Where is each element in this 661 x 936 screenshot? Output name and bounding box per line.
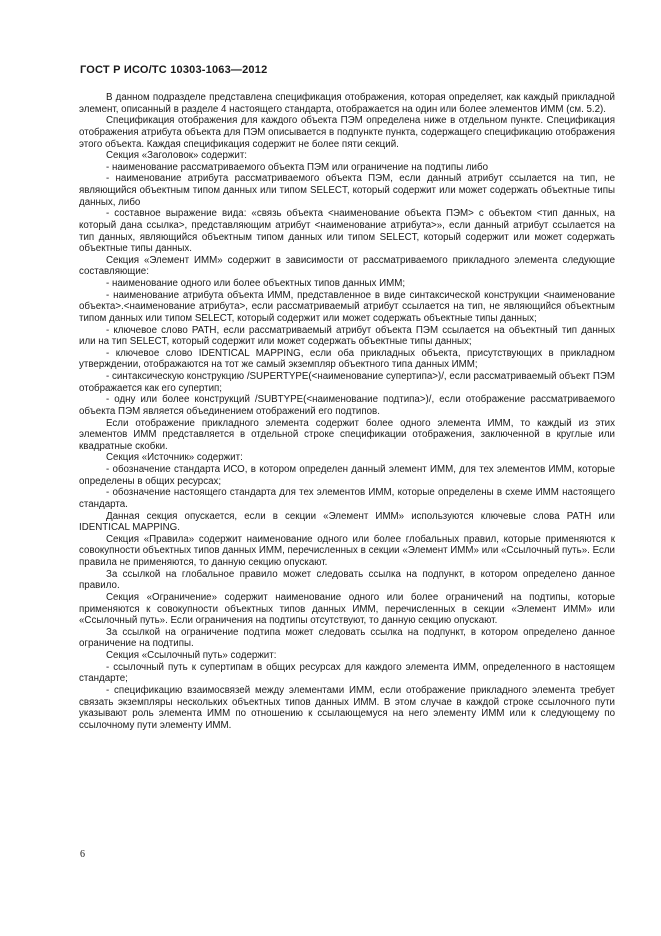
paragraph: Секция «Заголовок» содержит: (106, 150, 248, 162)
paragraph: Секция «Элемент ИММ» содержит в зависимости от рассматриваемого прикладного элемента следующие составляющие: (79, 254, 615, 278)
paragraph: Секция «Правила» содержит наименование одного или более глобальных правил, которые применяются к совокупности объектных типов данных ИММ, перечисленных в секции «Элемент ИММ» или «Ссылочный путь». Если правила не применяются, то данную секцию опускают. (79, 533, 615, 568)
list-item: - обозначение настоящего стандарта для тех элементов ИММ, которые определены в схеме ИММ настоящего стандарта. (79, 487, 615, 510)
page-number: 6 (80, 849, 85, 860)
list-item: - ключевое слово PATH, если рассматриваемый атрибут объекта ПЭМ ссылается на объектный тип данных или на тип SELECT, который содержит или может содержать объектные типы данных; (79, 324, 615, 348)
list-item: - ссылочный путь к супертипам в общих ресурсах для каждого элемента ИММ, определенного в настоящем стандарте; (79, 661, 615, 685)
list-item: - ключевое слово IDENTICAL MAPPING, если оба прикладных объекта, присутствующих в прикладном утверждении, отображаются на тот же самый экземпляр объектного типа данных ИММ; (79, 347, 615, 371)
list-item: - одну или более конструкций /SUBTYPE(<наименование подтипа>)/, если отображение рассматриваемого объекта ПЭМ является объединением отображений его подтипов. (79, 394, 615, 417)
paragraph: Если отображение прикладного элемента содержит более одного элемента ИММ, то каждый из этих элементов ИММ представляется в отдельной строке спецификации отображения, заключенной в круглые или квадратные скобки. (79, 417, 615, 452)
list-item: - наименование атрибута рассматриваемого объекта ПЭМ, если данный атрибут ссылается на тип, не являющийся объектным типом данных или типом SELECT, который содержит или может содержать объектные типы данных, либо (79, 173, 615, 208)
list-item: - наименование рассматриваемого объекта ПЭМ или ограничение на подтипы либо (106, 161, 489, 173)
page-header: ГОСТ Р ИСО/ТС 10303-1063—2012 (80, 64, 268, 76)
list-item: - синтаксическую конструкцию /SUPERTYPE(<наименование супертипа>)/, если рассматриваемый объект ПЭМ отображается как его супертип; (79, 371, 615, 394)
paragraph: Секция «Ограничение» содержит наименование одного или более ограничений на подтипы, которые применяются к совокупности объектных типов данных ИММ, перечисленных в секции «Элемент ИММ» или «Ссылочный путь». Если ограничения на подтипы отсутствуют, то данную секцию опускают. (79, 591, 615, 627)
paragraph: В данном подразделе представлена спецификация отображения, которая определяет, как каждый прикладной элемент, описанный в разделе 4 настоящего стандарта, отображается на один или более элементов ИММ (см. 5.2). (79, 92, 615, 115)
paragraph: Секция «Ссылочный путь» содержит: (106, 650, 277, 661)
list-item: - спецификацию взаимосвязей между элементами ИММ, если отображение прикладного элемента требует связать экземпляры нескольких объектных типов данных ИММ. В этом случае в каждой строке ссылочного пути указывают роль элемента ИММ по отношению к ссылающемуся на него элементу ИММ или к следующему по ссылочному пути элементу ИММ. (79, 684, 615, 731)
paragraph: Секция «Источник» содержит: (106, 452, 243, 464)
paragraph: Данная секция опускается, если в секции «Элемент ИММ» используются ключевые слова PATH или IDENTICAL MAPPING. (79, 510, 615, 534)
list-item: - наименование одного или более объектных типов данных ИММ; (106, 278, 406, 289)
list-item: - обозначение стандарта ИСО, в котором определен данный элемент ИММ, для тех элементов ИММ, которые определены в общих ресурсах; (79, 464, 615, 487)
list-item: - составное выражение вида: «связь объекта <наименование объекта ПЭМ> с объектом <тип данных, на который дана ссылка>, представляющим атрибут <наименование атрибута>», если данный атрибут ссылается на тип данных, являющийся объектным типом данных или типом SELECT, который содержит или может содержать объектные типы данных. (79, 208, 615, 255)
body-text (79, 92, 615, 731)
paragraph: За ссылкой на глобальное правило может следовать ссылка на подпункт, в котором определено данное правило. (79, 568, 615, 592)
list-item: - наименование атрибута объекта ИММ, представленное в виде синтаксической конструкции <наименование объекта>.<наименование атрибута>, если рассматриваемый атрибут ссылается на тип, не являющийся объектным типом данных или типом SELECT, который содержит или может содержать объектные типы данных; (79, 289, 615, 324)
paragraph: За ссылкой на ограничение подтипа может следовать ссылка на подпункт, в котором определено данное ограничение на подтипы. (79, 626, 615, 650)
paragraph: Спецификация отображения для каждого объекта ПЭМ определена ниже в отдельном пункте. Спецификация отображения атрибута объекта для ПЭМ описывается в подпункте пункта, содержащего спецификацию отображения этого объекта. Каждая спецификация содержит не более пяти секций. (79, 115, 615, 150)
